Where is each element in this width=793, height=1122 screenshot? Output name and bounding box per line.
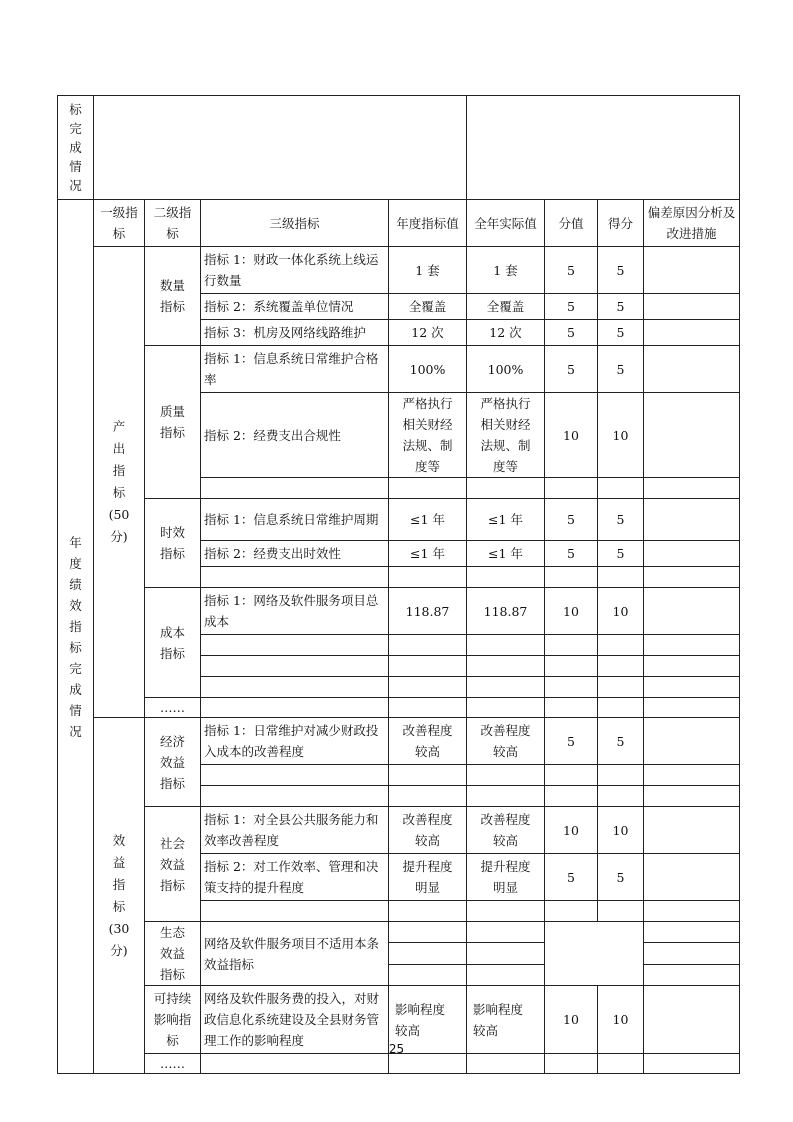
empty-cell bbox=[545, 922, 644, 986]
empty-cell bbox=[467, 901, 545, 922]
empty-cell bbox=[545, 567, 598, 588]
empty-cell bbox=[545, 765, 598, 786]
score: 5 bbox=[598, 247, 644, 294]
empty-cell bbox=[201, 478, 389, 499]
indicator-text: 网络及软件服务项目不适用本条效益指标 bbox=[201, 922, 389, 986]
empty-cell bbox=[467, 698, 545, 718]
ellipsis: …… bbox=[145, 1054, 201, 1074]
col-value: 分值 bbox=[545, 200, 598, 247]
empty-cell bbox=[644, 635, 740, 656]
score: 5 bbox=[598, 320, 644, 346]
actual-value: 提升程度明显 bbox=[467, 854, 545, 901]
empty-cell bbox=[201, 786, 389, 807]
score-value: 5 bbox=[545, 320, 598, 346]
deviation bbox=[644, 718, 740, 765]
empty-cell bbox=[545, 635, 598, 656]
actual-value: 全覆盖 bbox=[467, 294, 545, 320]
empty-cell bbox=[644, 567, 740, 588]
target-value: ≤1 年 bbox=[389, 541, 467, 567]
empty-cell bbox=[598, 765, 644, 786]
empty-cell bbox=[201, 635, 389, 656]
empty-cell bbox=[389, 922, 467, 943]
col-actual: 全年实际值 bbox=[467, 200, 545, 247]
score-value: 5 bbox=[545, 294, 598, 320]
indicator-text: 指标 2：对工作效率、管理和决策支持的提升程度 bbox=[201, 854, 389, 901]
empty-cell bbox=[598, 698, 644, 718]
indicator-text: 指标 1：信息系统日常维护周期 bbox=[201, 499, 389, 541]
indicator-text: 指标 1：信息系统日常维护合格率 bbox=[201, 346, 389, 393]
empty-cell bbox=[467, 677, 545, 698]
deviation bbox=[644, 294, 740, 320]
empty-cell bbox=[201, 765, 389, 786]
indicator-text: 指标 2：经费支出合规性 bbox=[201, 393, 389, 478]
empty-cell bbox=[467, 964, 545, 985]
score: 10 bbox=[598, 986, 644, 1054]
indicator-text: 指标 1：财政一体化系统上线运行数量 bbox=[201, 247, 389, 294]
deviation bbox=[644, 854, 740, 901]
empty-cell bbox=[598, 478, 644, 499]
score-value: 5 bbox=[545, 541, 598, 567]
deviation bbox=[644, 320, 740, 346]
benefit-label: 效 益 指 标 (30 分) bbox=[94, 718, 145, 1074]
score-value: 5 bbox=[545, 247, 598, 294]
empty-cell bbox=[545, 1054, 598, 1074]
empty-cell bbox=[598, 1054, 644, 1074]
empty-cell bbox=[467, 943, 545, 964]
summary-cell bbox=[94, 96, 467, 200]
target-value: 全覆盖 bbox=[389, 294, 467, 320]
deviation bbox=[644, 346, 740, 393]
actual-value: 12 次 bbox=[467, 320, 545, 346]
empty-cell bbox=[467, 635, 545, 656]
empty-cell bbox=[389, 943, 467, 964]
col-level1: 一级指标 bbox=[94, 200, 145, 247]
deviation bbox=[644, 247, 740, 294]
empty-cell bbox=[545, 786, 598, 807]
summary-cell bbox=[467, 96, 740, 200]
col-deviation: 偏差原因分析及改进措施 bbox=[644, 200, 740, 247]
empty-cell bbox=[644, 964, 740, 985]
deviation bbox=[644, 541, 740, 567]
empty-cell bbox=[545, 677, 598, 698]
section-label: 年度绩效指标完成情况 bbox=[58, 200, 94, 1074]
quality-label: 质量指标 bbox=[145, 346, 201, 499]
empty-cell bbox=[389, 656, 467, 677]
empty-cell bbox=[644, 922, 740, 943]
empty-cell bbox=[598, 567, 644, 588]
col-score: 得分 bbox=[598, 200, 644, 247]
empty-cell bbox=[467, 567, 545, 588]
score-value: 5 bbox=[545, 499, 598, 541]
indicator-text: 网络及软件服务费的投入，对财政信息化系统建设及全县财务管理工作的影响程度 bbox=[201, 986, 389, 1054]
score-value: 5 bbox=[545, 346, 598, 393]
empty-cell bbox=[644, 943, 740, 964]
empty-cell bbox=[201, 698, 389, 718]
indicator-text: 指标 2：系统覆盖单位情况 bbox=[201, 294, 389, 320]
cost-label: 成本指标 bbox=[145, 588, 201, 698]
deviation bbox=[644, 588, 740, 635]
empty-cell bbox=[389, 478, 467, 499]
actual-value: ≤1 年 bbox=[467, 499, 545, 541]
empty-cell bbox=[598, 635, 644, 656]
target-value: 改善程度较高 bbox=[389, 807, 467, 854]
section-label-continued: 标 完 成 情 况 bbox=[58, 96, 94, 200]
deviation bbox=[644, 807, 740, 854]
score: 5 bbox=[598, 499, 644, 541]
empty-cell bbox=[598, 656, 644, 677]
score: 10 bbox=[598, 588, 644, 635]
col-target: 年度指标值 bbox=[389, 200, 467, 247]
score: 5 bbox=[598, 854, 644, 901]
timeliness-label: 时效指标 bbox=[145, 499, 201, 588]
empty-cell bbox=[644, 478, 740, 499]
score: 10 bbox=[598, 807, 644, 854]
empty-cell bbox=[201, 1054, 389, 1074]
score-value: 10 bbox=[545, 986, 598, 1054]
target-value: 提升程度明显 bbox=[389, 854, 467, 901]
empty-cell bbox=[644, 901, 740, 922]
empty-cell bbox=[545, 478, 598, 499]
empty-cell bbox=[598, 677, 644, 698]
target-value: 严格执行相关财经法规、制度等 bbox=[389, 393, 467, 478]
target-value: 1 套 bbox=[389, 247, 467, 294]
actual-value: 改善程度较高 bbox=[467, 807, 545, 854]
indicator-text: 指标 2：经费支出时效性 bbox=[201, 541, 389, 567]
actual-value: 改善程度较高 bbox=[467, 718, 545, 765]
empty-cell bbox=[545, 656, 598, 677]
empty-cell bbox=[201, 567, 389, 588]
score-value: 10 bbox=[545, 393, 598, 478]
col-level2: 二级指标 bbox=[145, 200, 201, 247]
empty-cell bbox=[389, 765, 467, 786]
empty-cell bbox=[389, 901, 467, 922]
empty-cell bbox=[598, 901, 644, 922]
target-value: 影响程度较高 bbox=[389, 986, 467, 1054]
score: 5 bbox=[598, 541, 644, 567]
actual-value: 100% bbox=[467, 346, 545, 393]
empty-cell bbox=[389, 1054, 467, 1074]
empty-cell bbox=[467, 478, 545, 499]
deviation bbox=[644, 393, 740, 478]
empty-cell bbox=[644, 765, 740, 786]
actual-value: 118.87 bbox=[467, 588, 545, 635]
empty-cell bbox=[644, 1054, 740, 1074]
score-value: 5 bbox=[545, 718, 598, 765]
empty-cell bbox=[545, 698, 598, 718]
target-value: ≤1 年 bbox=[389, 499, 467, 541]
empty-cell bbox=[598, 786, 644, 807]
empty-cell bbox=[201, 677, 389, 698]
empty-cell bbox=[467, 1054, 545, 1074]
empty-cell bbox=[389, 698, 467, 718]
empty-cell bbox=[201, 656, 389, 677]
empty-cell bbox=[467, 922, 545, 943]
indicator-text: 指标 1：对全县公共服务能力和效率改善程度 bbox=[201, 807, 389, 854]
score: 5 bbox=[598, 718, 644, 765]
target-value: 12 次 bbox=[389, 320, 467, 346]
output-label: 产 出 指 标 (50 分) bbox=[94, 247, 145, 718]
target-value: 118.87 bbox=[389, 588, 467, 635]
score-value: 5 bbox=[545, 854, 598, 901]
empty-cell bbox=[389, 635, 467, 656]
page-number: 25 bbox=[388, 1042, 405, 1056]
score-value: 10 bbox=[545, 807, 598, 854]
empty-cell bbox=[467, 656, 545, 677]
sustainable-label: 可持续影响指标 bbox=[145, 986, 201, 1054]
col-level3: 三级指标 bbox=[201, 200, 389, 247]
social-label: 社会效益指标 bbox=[145, 807, 201, 922]
empty-cell bbox=[467, 765, 545, 786]
actual-value: 影响程度较高 bbox=[467, 986, 545, 1054]
empty-cell bbox=[644, 698, 740, 718]
quantity-label: 数量指标 bbox=[145, 247, 201, 346]
empty-cell bbox=[467, 786, 545, 807]
target-value: 改善程度较高 bbox=[389, 718, 467, 765]
indicator-text: 指标 1：网络及软件服务项目总成本 bbox=[201, 588, 389, 635]
actual-value: 1 套 bbox=[467, 247, 545, 294]
score-value: 10 bbox=[545, 588, 598, 635]
score: 5 bbox=[598, 346, 644, 393]
empty-cell bbox=[644, 677, 740, 698]
ecological-label: 生态效益指标 bbox=[145, 922, 201, 986]
empty-cell bbox=[389, 567, 467, 588]
deviation bbox=[644, 499, 740, 541]
empty-cell bbox=[644, 656, 740, 677]
score: 5 bbox=[598, 294, 644, 320]
indicator-text: 指标 3：机房及网络线路维护 bbox=[201, 320, 389, 346]
empty-cell bbox=[389, 964, 467, 985]
target-value: 100% bbox=[389, 346, 467, 393]
empty-cell bbox=[644, 786, 740, 807]
performance-table bbox=[57, 95, 740, 1074]
actual-value: 严格执行相关财经法规、制度等 bbox=[467, 393, 545, 478]
empty-cell bbox=[545, 901, 598, 922]
indicator-text: 指标 1：日常维护对减少财政投入成本的改善程度 bbox=[201, 718, 389, 765]
ellipsis: …… bbox=[145, 698, 201, 718]
economic-label: 经济效益指标 bbox=[145, 718, 201, 807]
score: 10 bbox=[598, 393, 644, 478]
actual-value: ≤1 年 bbox=[467, 541, 545, 567]
empty-cell bbox=[389, 677, 467, 698]
empty-cell bbox=[201, 901, 389, 922]
empty-cell bbox=[389, 786, 467, 807]
